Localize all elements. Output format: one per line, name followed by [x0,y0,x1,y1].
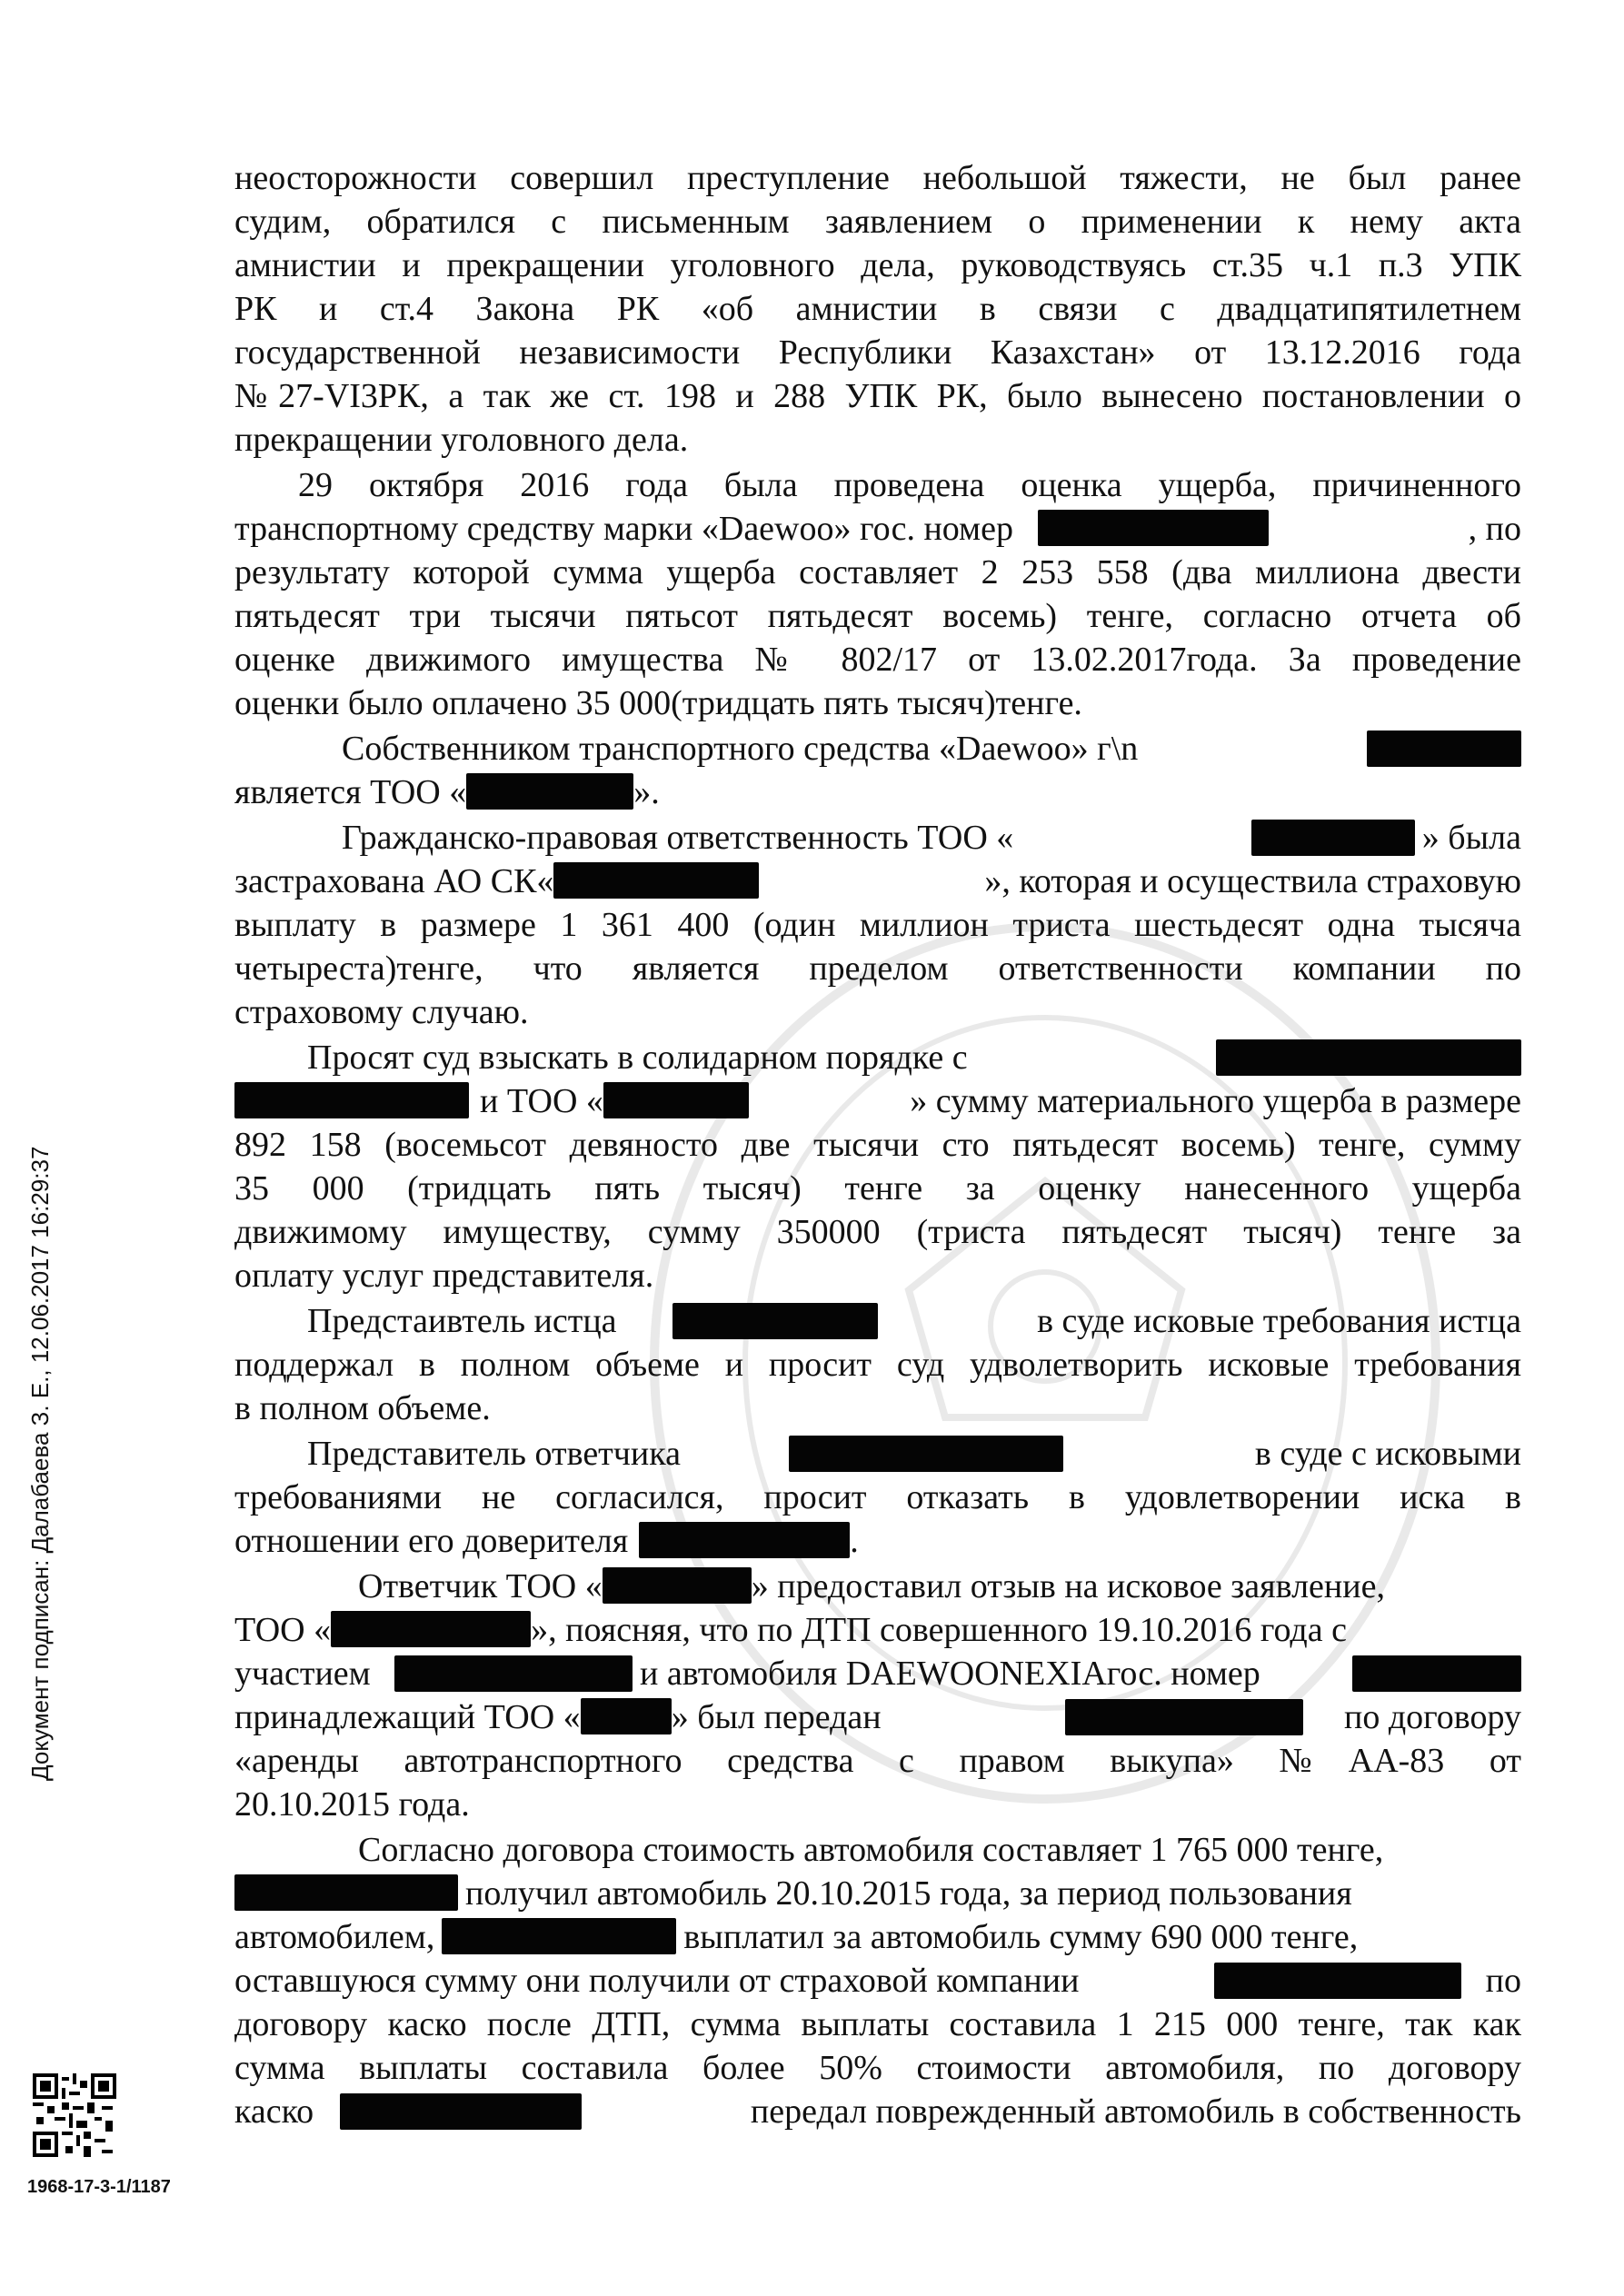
text-line [342,727,1521,770]
text-segment: получил автомобиль 20.10.2015 года, за период пользования [465,1874,1352,1913]
text-line [307,1432,1521,1476]
text-segment: и ТОО « [480,1082,603,1120]
redaction-box [673,1303,878,1339]
text-line [234,1959,1521,2003]
text-line [234,1872,1521,1915]
signature-stamp: Документ подписан: Далабаева З. Е., 12.06.2017 16:29:37 [26,1146,54,1781]
text-line: РК и ст.4 Закона РК «об амнистии в связи с двадцатипятилетнем [234,290,1521,328]
redaction-box [1038,510,1269,546]
text-segment: по договору [1344,1698,1521,1736]
text-line: государственной независимости Республики Казахстан» от 13.12.2016 года [234,333,1521,372]
text-line: №27-VI3РК, а так же ст. 198 и 288 УПК РК, было вынесено постановлении о [234,377,1521,415]
text-segment: ». [633,773,660,811]
redaction-box [603,1567,752,1604]
redaction-box [340,2093,582,2130]
text-line [234,507,1521,551]
text-segment: Предстаивтель истца [307,1302,617,1340]
text-line: договору каско после ДТП, сумма выплаты составила 1 215 000 тенге, так как [234,2005,1521,2043]
text-line: 892 158 (восемьсот девяносто две тысячи сто пятьдесят восемь) тенге, сумму [234,1126,1521,1164]
text-line [234,770,1521,814]
text-segment: застрахована АО СК« [234,862,554,900]
text-line: Согласно договора стоимость автомобиля составляет 1 765 000 тенге, [358,1831,1384,1869]
text-line: амнистии и прекращении уголовного дела, руководствуясь ст.35 ч.1 п.3 УПК [234,246,1521,284]
text-line: страховому случаю. [234,993,529,1031]
text-line: движимому имуществу, сумму 350000 (триста пятьдесят тысяч) тенге за [234,1213,1521,1251]
text-line: судим, обратился с письменным заявлением о применении к нему акта [234,203,1521,241]
redaction-box [1065,1699,1303,1735]
redaction-box [1214,1963,1461,1999]
text-line: неосторожности совершил преступление небольшой тяжести, не был ранее [234,159,1521,197]
text-segment: » была [1421,819,1521,857]
text-line: оценке движимого имущества № 802/17 от 13.02.2017года. За проведение [234,641,1521,679]
text-line: оплату услуг представителя. [234,1257,654,1295]
text-segment: », поясняя, что по ДТП совершенного 19.10.2016 года с [531,1611,1347,1649]
text-segment: . [850,1522,859,1560]
text-line: оценки было оплачено 35 000(тридцать пять тысяч)тенге. [234,684,1082,722]
text-segment: транспортному средству марки «Daewoo» гос. номер [234,510,1013,548]
redaction-box [1251,820,1415,856]
text-segment: каско [234,2092,314,2131]
text-line [234,1652,1521,1695]
text-line: требованиями не согласился, просит отказать в удовлетворении иска в [234,1478,1521,1516]
text-line [234,1695,1521,1739]
redaction-box [442,1918,676,1954]
text-segment: является ТОО « [234,773,467,811]
text-segment: по [1485,1962,1521,2000]
redaction-box [553,862,759,899]
text-segment: оставшуюся сумму они получили от страховой компании [234,1962,1080,2000]
redaction-box [234,1874,458,1911]
redaction-box [789,1436,1063,1472]
text-segment: Просят суд взыскать в солидарном порядке с [307,1039,968,1077]
text-segment: передал поврежденный автомобиль в собственность [750,2092,1521,2131]
text-segment: отношении его доверителя [234,1522,629,1560]
redaction-box [581,1698,672,1734]
text-line: 35 000 (тридцать пять тысяч) тенге за оценку нанесенного ущерба [234,1169,1521,1208]
text-line: 29 октября 2016 года была проведена оценка ущерба, причиненного [298,466,1521,504]
redaction-box [331,1611,531,1647]
text-line: поддержал в полном объеме и просит суд удволетворить исковые требования [234,1346,1521,1384]
text-line: четыреста)тенге, что является пределом ответственности компании по [234,949,1521,988]
text-segment: » был передан [671,1698,882,1736]
text-segment: , по [1468,510,1521,548]
document-id: 1968-17-3-1/1187 [27,2177,171,2197]
text-segment: выплатил за автомобиль сумму 690 000 тенге, [683,1918,1359,1956]
text-line [307,1299,1521,1343]
text-line: пятьдесят три тысячи пятьсот пятьдесят восемь) тенге, согласно отчета об [234,597,1521,635]
text-segment: Представитель ответчика [307,1435,681,1473]
text-line: результату которой сумма ущерба составляет 2 253 558 (два миллиона двести [234,553,1521,591]
text-segment: » предоставил отзыв на исковое заявление, [751,1567,1385,1605]
text-line: «аренды автотранспортного средства с правом выкупа» №АА-83 от [234,1742,1521,1780]
text-line [234,2090,1521,2133]
text-segment: и автомобиля DAEWOONEXIAгос. номер [640,1655,1260,1693]
text-segment: принадлежащий ТОО « [234,1698,581,1736]
text-line [307,1036,1521,1079]
qr-code [33,2073,116,2157]
redaction-box [1216,1039,1521,1076]
text-line [234,1079,1521,1123]
redaction-box [234,1082,469,1118]
text-segment: в суде исковые требования истца [1037,1302,1521,1340]
text-line [358,1565,1521,1608]
text-line [234,860,1521,903]
text-segment: в суде с исковыми [1254,1435,1521,1473]
text-line: 20.10.2015 года. [234,1785,470,1824]
text-line: в полном объеме. [234,1389,491,1427]
text-segment: ТОО « [234,1611,332,1649]
text-line: сумма выплаты составила более 50% стоимости автомобиля, по договору [234,2049,1521,2087]
redaction-box [466,773,633,810]
text-segment: Собственником транспортного средства «Daewoo» г\n [342,730,1139,768]
text-line [234,1915,1521,1959]
text-segment: », которая и осуществила страховую [984,862,1521,900]
text-segment: участием [234,1655,371,1693]
redaction-box [1367,731,1521,767]
redaction-box [603,1082,749,1118]
text-segment: автомобилем, [234,1918,435,1956]
redaction-box [394,1655,633,1692]
redaction-box [1352,1655,1521,1692]
text-segment: Ответчик ТОО « [358,1567,603,1605]
text-line [342,816,1521,860]
redaction-box [639,1522,850,1558]
text-line [234,1608,1521,1652]
text-line: выплату в размере 1 361 400 (один миллион триста шестьдесят одна тысяча [234,906,1521,944]
text-line: прекращении уголовного дела. [234,421,689,459]
text-segment: Гражданско-правовая ответственность ТОО « [342,819,1014,857]
text-line [234,1519,1521,1563]
text-segment: » сумму материального ущерба в размере [910,1082,1521,1120]
